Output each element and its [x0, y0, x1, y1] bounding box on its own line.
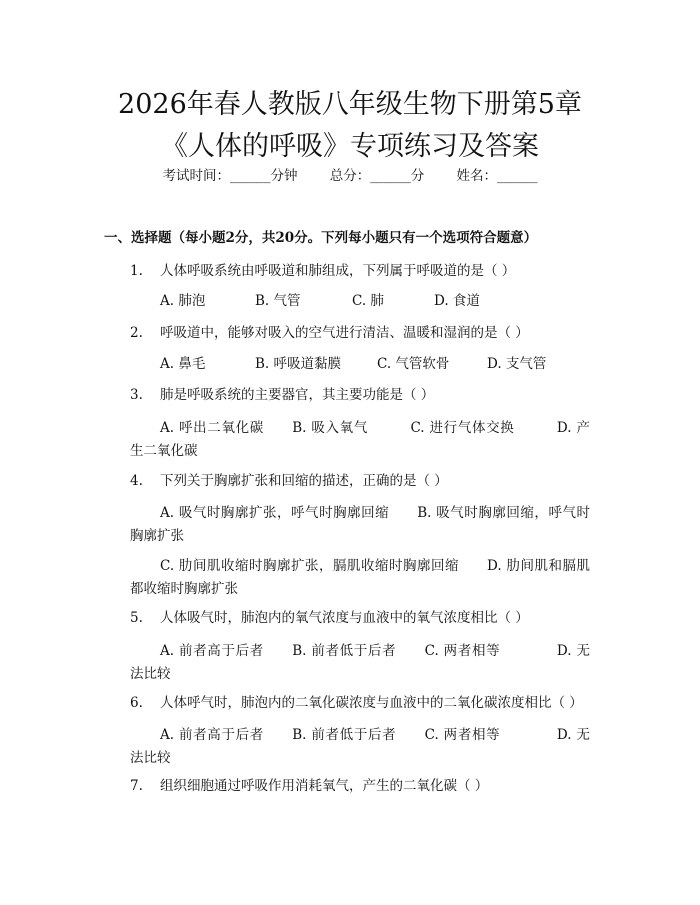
option-b: B. 呼吸道黏膜 [255, 356, 342, 372]
question-text: 组织细胞通过呼吸作用消耗氧气，产生的二氧化碳（ ） [160, 778, 489, 794]
question-number: 3. [130, 387, 143, 403]
options-line: 都收缩时胸廓扩张 [130, 581, 238, 597]
options-line: 生二氧化碳 [130, 443, 198, 459]
question-number: 1. [130, 263, 143, 279]
question-number: 2. [130, 325, 143, 341]
question-1-options [160, 290, 620, 313]
section-heading: 一、选择题（每小题2分，共20分。下列每小题只有一个选项符合题意） [104, 230, 538, 246]
options-line: A. 前者高于后者 B. 前者低于后者 C. 两者相等 D. 无 [160, 727, 590, 743]
question-text: 肺是呼吸系统的主要器官，其主要功能是（ ） [160, 387, 435, 403]
page-title: 2026年春人教版八年级生物下册第5章《人体的呼吸》专项练习及答案 [118, 89, 582, 162]
options-line: C. 肋间肌收缩时胸廓扩张，膈肌收缩时胸廓回缩 D. 肋间肌和膈肌 [160, 558, 590, 574]
exam-time: 考试时间：______分钟 [162, 168, 298, 184]
option-c: C. 肺 [352, 293, 384, 309]
option-a: A. 鼻毛 [160, 356, 206, 372]
option-a: A. 肺泡 [160, 293, 206, 309]
option-d: D. 支气管 [487, 356, 547, 372]
option-c: C. 气管软骨 [377, 356, 450, 372]
question-text: 人体吸气时，肺泡内的氧气浓度与血液中的氧气浓度相比（ ） [160, 610, 529, 626]
question-4-options [130, 502, 590, 548]
exam-score: 总分：______分 [329, 168, 425, 184]
question-4-options-cd [130, 555, 590, 601]
options-line: 胸廓扩张 [130, 528, 184, 544]
question-number: 6. [130, 695, 143, 711]
question-3-options [130, 417, 590, 463]
options-line: A. 前者高于后者 B. 前者低于后者 C. 两者相等 D. 无 [160, 643, 590, 659]
exam-info [0, 166, 700, 186]
question-5-options [130, 640, 590, 686]
question-text: 人体呼吸系统由呼吸道和肺组成，下列属于呼吸道的是（ ） [160, 263, 516, 279]
question-number: 5. [130, 610, 143, 626]
question-number: 7. [130, 778, 143, 794]
question-text: 下列关于胸廓扩张和回缩的描述，正确的是（ ） [160, 473, 448, 489]
options-line: 法比较 [130, 666, 171, 682]
question-text: 呼吸道中，能够对吸入的空气进行清洁、温暖和湿润的是（ ） [160, 325, 529, 341]
exam-name: 姓名：______ [456, 168, 538, 184]
option-d: D. 食道 [434, 293, 480, 309]
options-line: A. 呼出二氧化碳 B. 吸入氧气 C. 进行气体交换 D. 产 [160, 420, 590, 436]
options-line: A. 吸气时胸廓扩张，呼气时胸廓回缩 B. 吸气时胸廓回缩，呼气时 [160, 505, 590, 521]
question-text: 人体呼气时，肺泡内的二氧化碳浓度与血液中的二氧化碳浓度相比（ ） [160, 695, 583, 711]
question-6-options [130, 724, 590, 770]
options-line: 法比较 [130, 750, 171, 766]
question-2-options [160, 353, 620, 376]
question-number: 4. [130, 473, 143, 489]
option-b: B. 气管 [255, 293, 301, 309]
